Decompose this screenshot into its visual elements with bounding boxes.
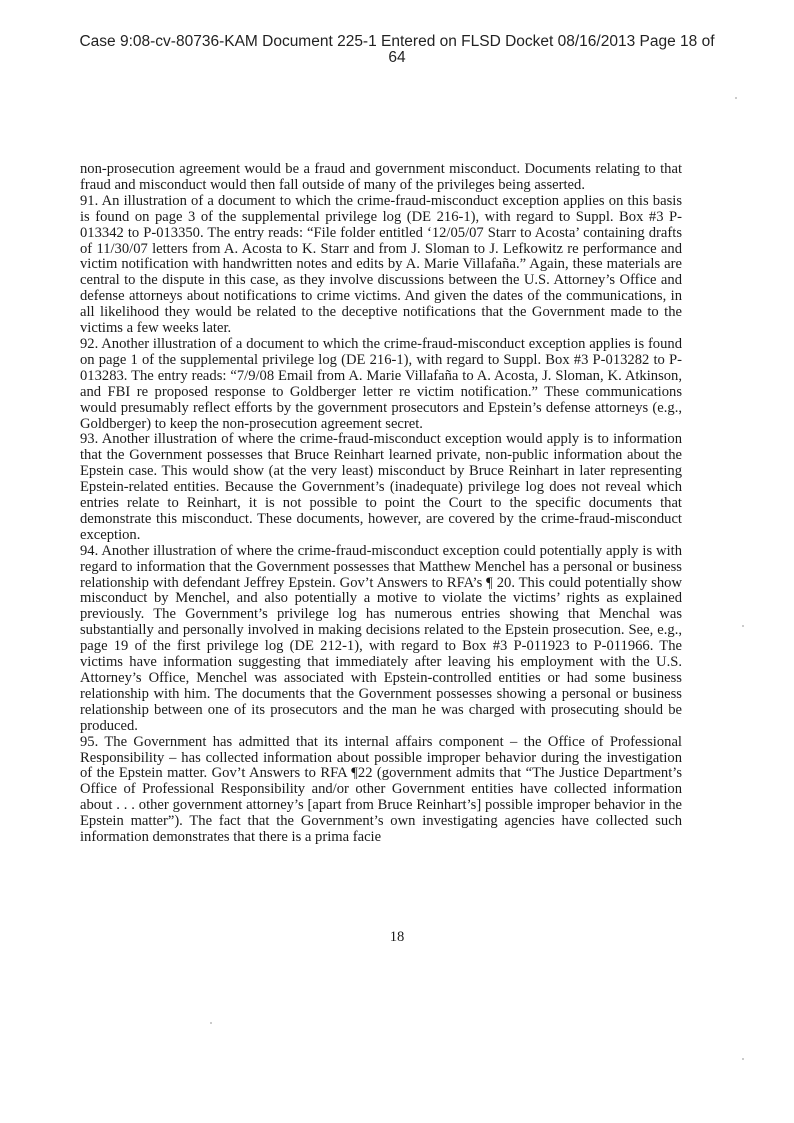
paragraph-95: 95. The Government has admitted that its internal affairs component – the Office of Professional Responsibility – has collected information about possible improper behavior during the investigation of the Epstein matter. Gov’t Answers to RFA ¶22 (government admits that “The Justice Department’s Office of Professional Responsibility and/or other Government entities have collected information about . . . other government attorney’s [apart from Bruce Reinhart’s] possible improper behavior in the Epstein matter”). The fact that the Government’s own investigating agencies have collected such information demonstrates that there is a prima facie [80,733,682,846]
docket-header-line-1: Case 9:08-cv-80736-KAM Document 225-1 Entered on FLSD Docket 08/16/2013 Page 18 of [79,33,715,50]
paragraph-91: 91. An illustration of a document to which the crime-fraud-misconduct exception applies on this basis is found on page 3 of the supplemental privilege log (DE 216-1), with regard to Suppl. Box #3 P-013342 to P-013350. The entry reads: “File folder entitled ‘12/05/07 Starr to Acosta’ containing drafts of 11/30/07 letters from A. Acosta to K. Starr and from J. Sloman to J. Lefkowitz re performance and victim notification with handwritten notes and edits by A. Marie Villafaña.” Again, these materials are central to the dispute in this case, as they involve discussions between the U.S. Attorney’s Office and defense attorneys about notifications to crime victims. And given the dates of the communications, in all likelihood they would be related to the deceptive notifications that the Government made to the victims a few weeks later. [80,192,682,337]
scan-speck [210,1022,212,1024]
scan-speck [742,1058,744,1060]
docket-header [0,34,794,66]
paragraph-continuation: non-prosecution agreement would be a fraud and government misconduct. Documents relating to that fraud and misconduct would then fall outside of many of the privileges being asserted. [80,161,682,193]
document-body [80,162,682,846]
scan-speck [742,625,744,627]
paragraph-94: 94. Another illustration of where the crime-fraud-misconduct exception could potentially apply is with regard to information that the Government possesses that Matthew Menchel has a personal or business relationship with defendant Jeffrey Epstein. Gov’t Answers to RFA’s ¶ 20. This could potentially show misconduct by Menchel, and also potentially a motive to violate the victims’ rights as explained previously. The Government’s privilege log has numerous entries showing that Menchal was substantially and personally involved in making decisions related to the Epstein prosecution. See, e.g., page 19 of the first privilege log (DE 212-1), with regard to Box #3 P-011923 to P-011966. The victims have information suggesting that immediately after leaving his employment with the U.S. Attorney’s Office, Menchel was associated with Epstein-controlled entities or had some business relationship with him. The documents that the Government possesses showing a personal or business relationship between one of its prosecutors and the man he was charged with prosecuting should be produced. [80,542,682,734]
paragraph-92: 92. Another illustration of a document to which the crime-fraud-misconduct exception applies is found on page 1 of the supplemental privilege log (DE 216-1), with regard to Suppl. Box #3 P-013282 to P-013283. The entry reads: “7/9/08 Email from A. Marie Villafaña to A. Acosta, J. Sloman, K. Atkinson, and FBI re proposed response to Goldberger letter re victim notification.” These communications would presumably reflect efforts by the government prosecutors and Epstein’s defense attorneys (e.g., Goldberger) to keep the non-prosecution agreement secret. [80,335,682,432]
docket-header-line-2: 64 [388,49,406,66]
scan-speck [735,97,737,99]
paragraph-93: 93. Another illustration of where the crime-fraud-misconduct exception would apply is to information that the Government possesses that Bruce Reinhart learned private, non-public information about the Epstein case. This would show (at the very least) misconduct by Bruce Reinhart in later representing Epstein-related entities. Because the Government’s (inadequate) privilege log does not reveal which entries relate to Reinhart, it is not possible to point the Court to the specific documents that demonstrate this misconduct. These documents, however, are covered by the crime-fraud-misconduct exception. [80,431,682,543]
page-number: 18 [389,929,405,945]
